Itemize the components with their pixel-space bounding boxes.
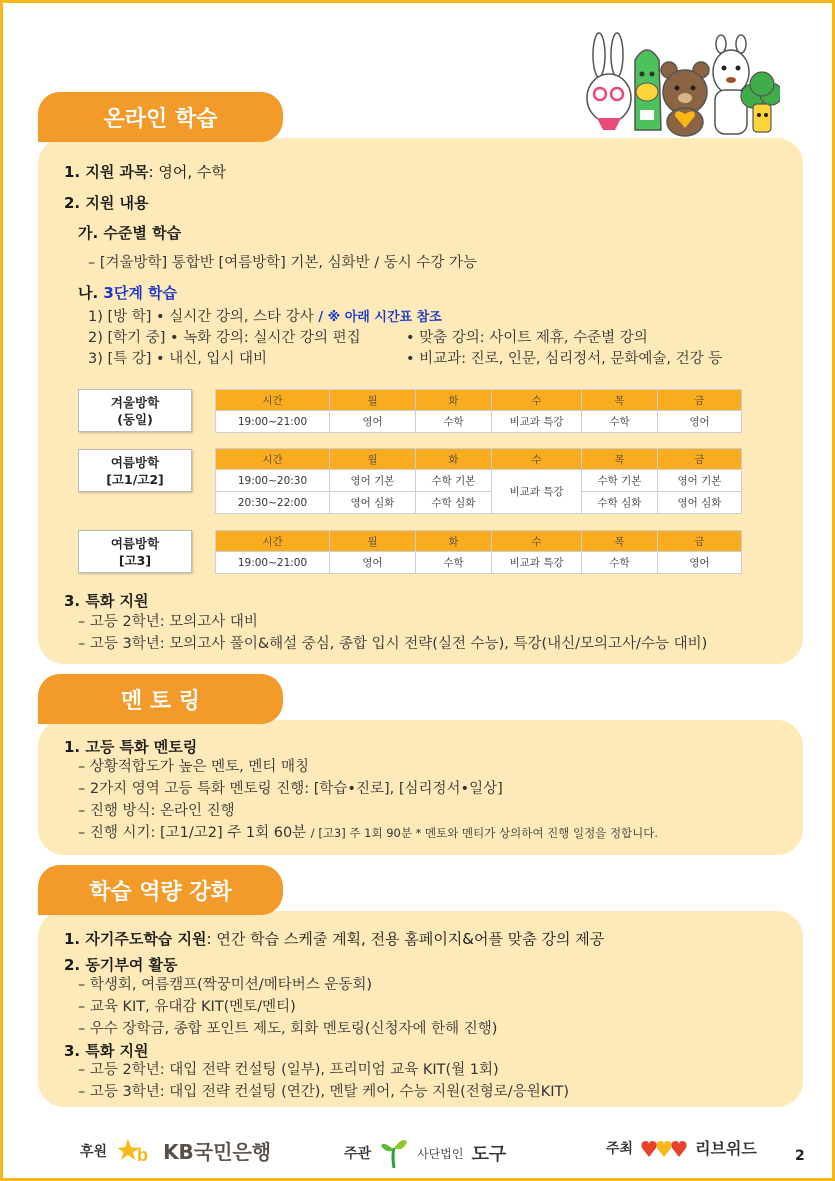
table-header-row bbox=[216, 449, 742, 470]
summer3-label-2: [고3] bbox=[118, 552, 152, 568]
table-cell: 19:00~21:00 bbox=[216, 552, 330, 574]
capacity-item3-line2: – 고등 3학년: 대입 전략 컨설팅 (연간), 멘탈 케어, 수능 지원(전형로/응원KIT) bbox=[78, 1084, 570, 1100]
footer-organizer bbox=[606, 1136, 757, 1159]
mentoring-line3: – 진행 방식: 온라인 진행 bbox=[78, 803, 235, 819]
host-small: 사단법인 bbox=[417, 1146, 464, 1161]
capacity-item3-line1: – 고등 2학년: 대입 전략 컨설팅 (일부), 프리미엄 교육 KIT(월 1회) bbox=[78, 1062, 499, 1078]
table-cell: 영어 기본 bbox=[658, 470, 742, 492]
header-cell: 수 bbox=[492, 531, 582, 552]
online-sub-na bbox=[78, 282, 177, 303]
table-cell: 영어 심화 bbox=[330, 492, 416, 514]
capacity-item1 bbox=[64, 928, 604, 949]
table-header-row bbox=[216, 390, 742, 411]
online-item2-head: 2. 지원 내용 bbox=[64, 194, 149, 212]
table-cell: 비교과 특강 bbox=[492, 470, 582, 514]
footer-sponsor bbox=[80, 1136, 271, 1165]
header-cell: 금 bbox=[658, 390, 742, 411]
header-cell: 시간 bbox=[216, 531, 330, 552]
organizer-label: 주최 bbox=[606, 1140, 634, 1157]
header-cell: 목 bbox=[582, 390, 658, 411]
table-cell: 영어 bbox=[658, 411, 742, 433]
table-cell: 수학 심화 bbox=[416, 492, 492, 514]
header-cell: 화 bbox=[416, 449, 492, 470]
header-cell: 금 bbox=[658, 449, 742, 470]
table-cell: 수학 bbox=[416, 552, 492, 574]
table-cell: 수학 bbox=[582, 411, 658, 433]
online-sub-ga: 가. 수준별 학습 bbox=[78, 224, 182, 242]
table-cell: 19:00~20:30 bbox=[216, 470, 330, 492]
schedule-table-winter bbox=[215, 389, 742, 433]
mentoring-line4-b: / [고3] 주 1회 90분 * 멘토와 멘티가 상의하여 진행 일정을 정합니다. bbox=[310, 826, 659, 840]
header-cell: 목 bbox=[582, 531, 658, 552]
online-row1 bbox=[88, 305, 442, 326]
host-name: 도구 bbox=[471, 1144, 507, 1165]
online-sub-na-highlight: 3단계 학습 bbox=[103, 284, 178, 302]
schedule-label-summer12 bbox=[78, 449, 192, 492]
header-cell: 수 bbox=[492, 449, 582, 470]
capacity-item2-line2: – 교육 KIT, 유대감 KIT(멘토/멘티) bbox=[78, 999, 296, 1015]
header-cell: 시간 bbox=[216, 390, 330, 411]
online-item3-line2: – 고등 3학년: 모의고사 풀이&해설 중심, 종합 입시 전략(실전 수능), 특강(내신/모의고사/수능 대비) bbox=[78, 636, 708, 652]
capacity-item1-body: : 연간 학습 스케줄 계획, 전용 홈페이지&어플 맞춤 강의 제공 bbox=[206, 930, 605, 948]
doku-sprout-logo-icon bbox=[379, 1136, 409, 1170]
online-item1-body: : 영어, 수학 bbox=[148, 163, 226, 181]
sponsor-label: 후원 bbox=[80, 1143, 108, 1160]
page-number: 2 bbox=[795, 1148, 805, 1164]
online-row2-a: 2) [학기 중] • 녹화 강의: 실시간 강의 편집 bbox=[88, 330, 361, 346]
online-row1-b: / ※ 아래 시간표 참조 bbox=[318, 310, 442, 325]
table-cell: 20:30~22:00 bbox=[216, 492, 330, 514]
table-cell: 수학 심화 bbox=[582, 492, 658, 514]
header-cell: 월 bbox=[330, 531, 416, 552]
table-cell: 비교과 특강 bbox=[492, 411, 582, 433]
online-row1-a: 1) [방 학] • 실시간 강의, 스타 강사 bbox=[88, 309, 314, 325]
summer3-label-1: 여름방학 bbox=[110, 535, 160, 551]
table-cell: 영어 bbox=[330, 552, 416, 574]
online-item3-head: 3. 특화 지원 bbox=[64, 592, 149, 610]
header-cell: 수 bbox=[492, 390, 582, 411]
header-cell: 화 bbox=[416, 390, 492, 411]
online-item3-line1: – 고등 2학년: 모의고사 대비 bbox=[78, 614, 258, 630]
summer12-label-2: [고1/고2] bbox=[106, 471, 164, 487]
capacity-item3-head: 3. 특화 지원 bbox=[64, 1042, 149, 1060]
schedule-label-summer3 bbox=[78, 530, 192, 573]
mentoring-line4 bbox=[78, 821, 658, 842]
table-cell: 19:00~21:00 bbox=[216, 411, 330, 433]
online-row2-b: • 맞춤 강의: 사이트 제휴, 수준별 강의 bbox=[406, 330, 648, 346]
table-cell: 영어 심화 bbox=[658, 492, 742, 514]
schedule-label-winter bbox=[78, 389, 192, 432]
alpaca-mascot bbox=[713, 35, 749, 134]
schedule-table-summer3 bbox=[215, 530, 742, 574]
online-row3-a: 3) [특 강] • 내신, 입시 대비 bbox=[88, 351, 268, 367]
capacity-item2-line1: – 학생회, 여름캠프(짝꿍미션/메타버스 운동회) bbox=[78, 977, 373, 993]
header-cell: 월 bbox=[330, 449, 416, 470]
table-cell: 영어 bbox=[330, 411, 416, 433]
online-row3-b: • 비교과: 진로, 인문, 심리정서, 문화예술, 건강 등 bbox=[406, 351, 723, 367]
table-cell: 비교과 특강 bbox=[492, 552, 582, 574]
header-cell: 목 bbox=[582, 449, 658, 470]
summer12-label-1: 여름방학 bbox=[110, 454, 160, 470]
section-title-online: 온라인 학습 bbox=[38, 92, 283, 142]
table-cell: 영어 bbox=[658, 552, 742, 574]
mentoring-line2: – 2가지 영역 고등 특화 멘토링 진행: [학습•진로], [심리정서•일상] bbox=[78, 781, 503, 797]
footer bbox=[0, 1128, 835, 1168]
svg-text:b: b bbox=[137, 1144, 149, 1165]
table-cell: 영어 기본 bbox=[330, 470, 416, 492]
rabbit-mascot bbox=[587, 33, 631, 130]
online-item1 bbox=[64, 161, 226, 182]
capacity-item1-head: 1. 자기주도학습 지원 bbox=[64, 930, 207, 948]
capacity-item2-head: 2. 동기부여 활동 bbox=[64, 956, 178, 974]
table-cell: 수학 기본 bbox=[582, 470, 658, 492]
table-header-row bbox=[216, 531, 742, 552]
winter-label-2: (동일) bbox=[117, 411, 153, 427]
capacity-item2-line3: – 우수 장학금, 종합 포인트 제도, 회화 멘토링(신청자에 한해 진행) bbox=[78, 1021, 498, 1037]
header-cell: 화 bbox=[416, 531, 492, 552]
table-row bbox=[216, 552, 742, 574]
schedule-table-summer12 bbox=[215, 448, 742, 514]
table-cell: 수학 bbox=[416, 411, 492, 433]
footer-host bbox=[344, 1136, 506, 1170]
mentoring-line4-a: – 진행 시기: [고1/고2] 주 1회 60분 bbox=[78, 825, 307, 841]
table-row bbox=[216, 470, 742, 492]
header-cell: 시간 bbox=[216, 449, 330, 470]
header-cell: 월 bbox=[330, 390, 416, 411]
mentoring-head: 1. 고등 특화 멘토링 bbox=[64, 738, 198, 756]
table-cell: 수학 bbox=[582, 552, 658, 574]
online-sub-na-prefix: 나. bbox=[78, 284, 104, 302]
mascot-characters-illustration bbox=[585, 30, 780, 140]
bear-mascot bbox=[661, 62, 709, 136]
table-row bbox=[216, 492, 742, 514]
header-cell: 금 bbox=[658, 531, 742, 552]
kb-star-logo-icon bbox=[115, 1137, 155, 1165]
host-label: 주관 bbox=[344, 1146, 372, 1162]
online-ga-line: – [겨울방학] 통합반 [여름방학] 기본, 심화반 / 동시 수강 가능 bbox=[88, 255, 478, 271]
dino-mascot bbox=[635, 50, 661, 130]
table-row bbox=[216, 411, 742, 433]
winter-label-1: 겨울방학 bbox=[110, 394, 160, 410]
mentoring-line1: – 상황적합도가 높은 멘토, 멘티 매칭 bbox=[78, 759, 310, 775]
sponsor-name: KB국민은행 bbox=[163, 1140, 272, 1164]
section-title-mentoring: 멘 토 링 bbox=[38, 674, 283, 724]
organizer-name: 리브위드 bbox=[695, 1139, 757, 1158]
table-cell: 수학 기본 bbox=[416, 470, 492, 492]
livewith-hearts-logo-icon bbox=[641, 1137, 687, 1159]
online-item1-head: 1. 지원 과목 bbox=[64, 163, 149, 181]
section-title-capacity: 학습 역량 강화 bbox=[38, 865, 283, 915]
